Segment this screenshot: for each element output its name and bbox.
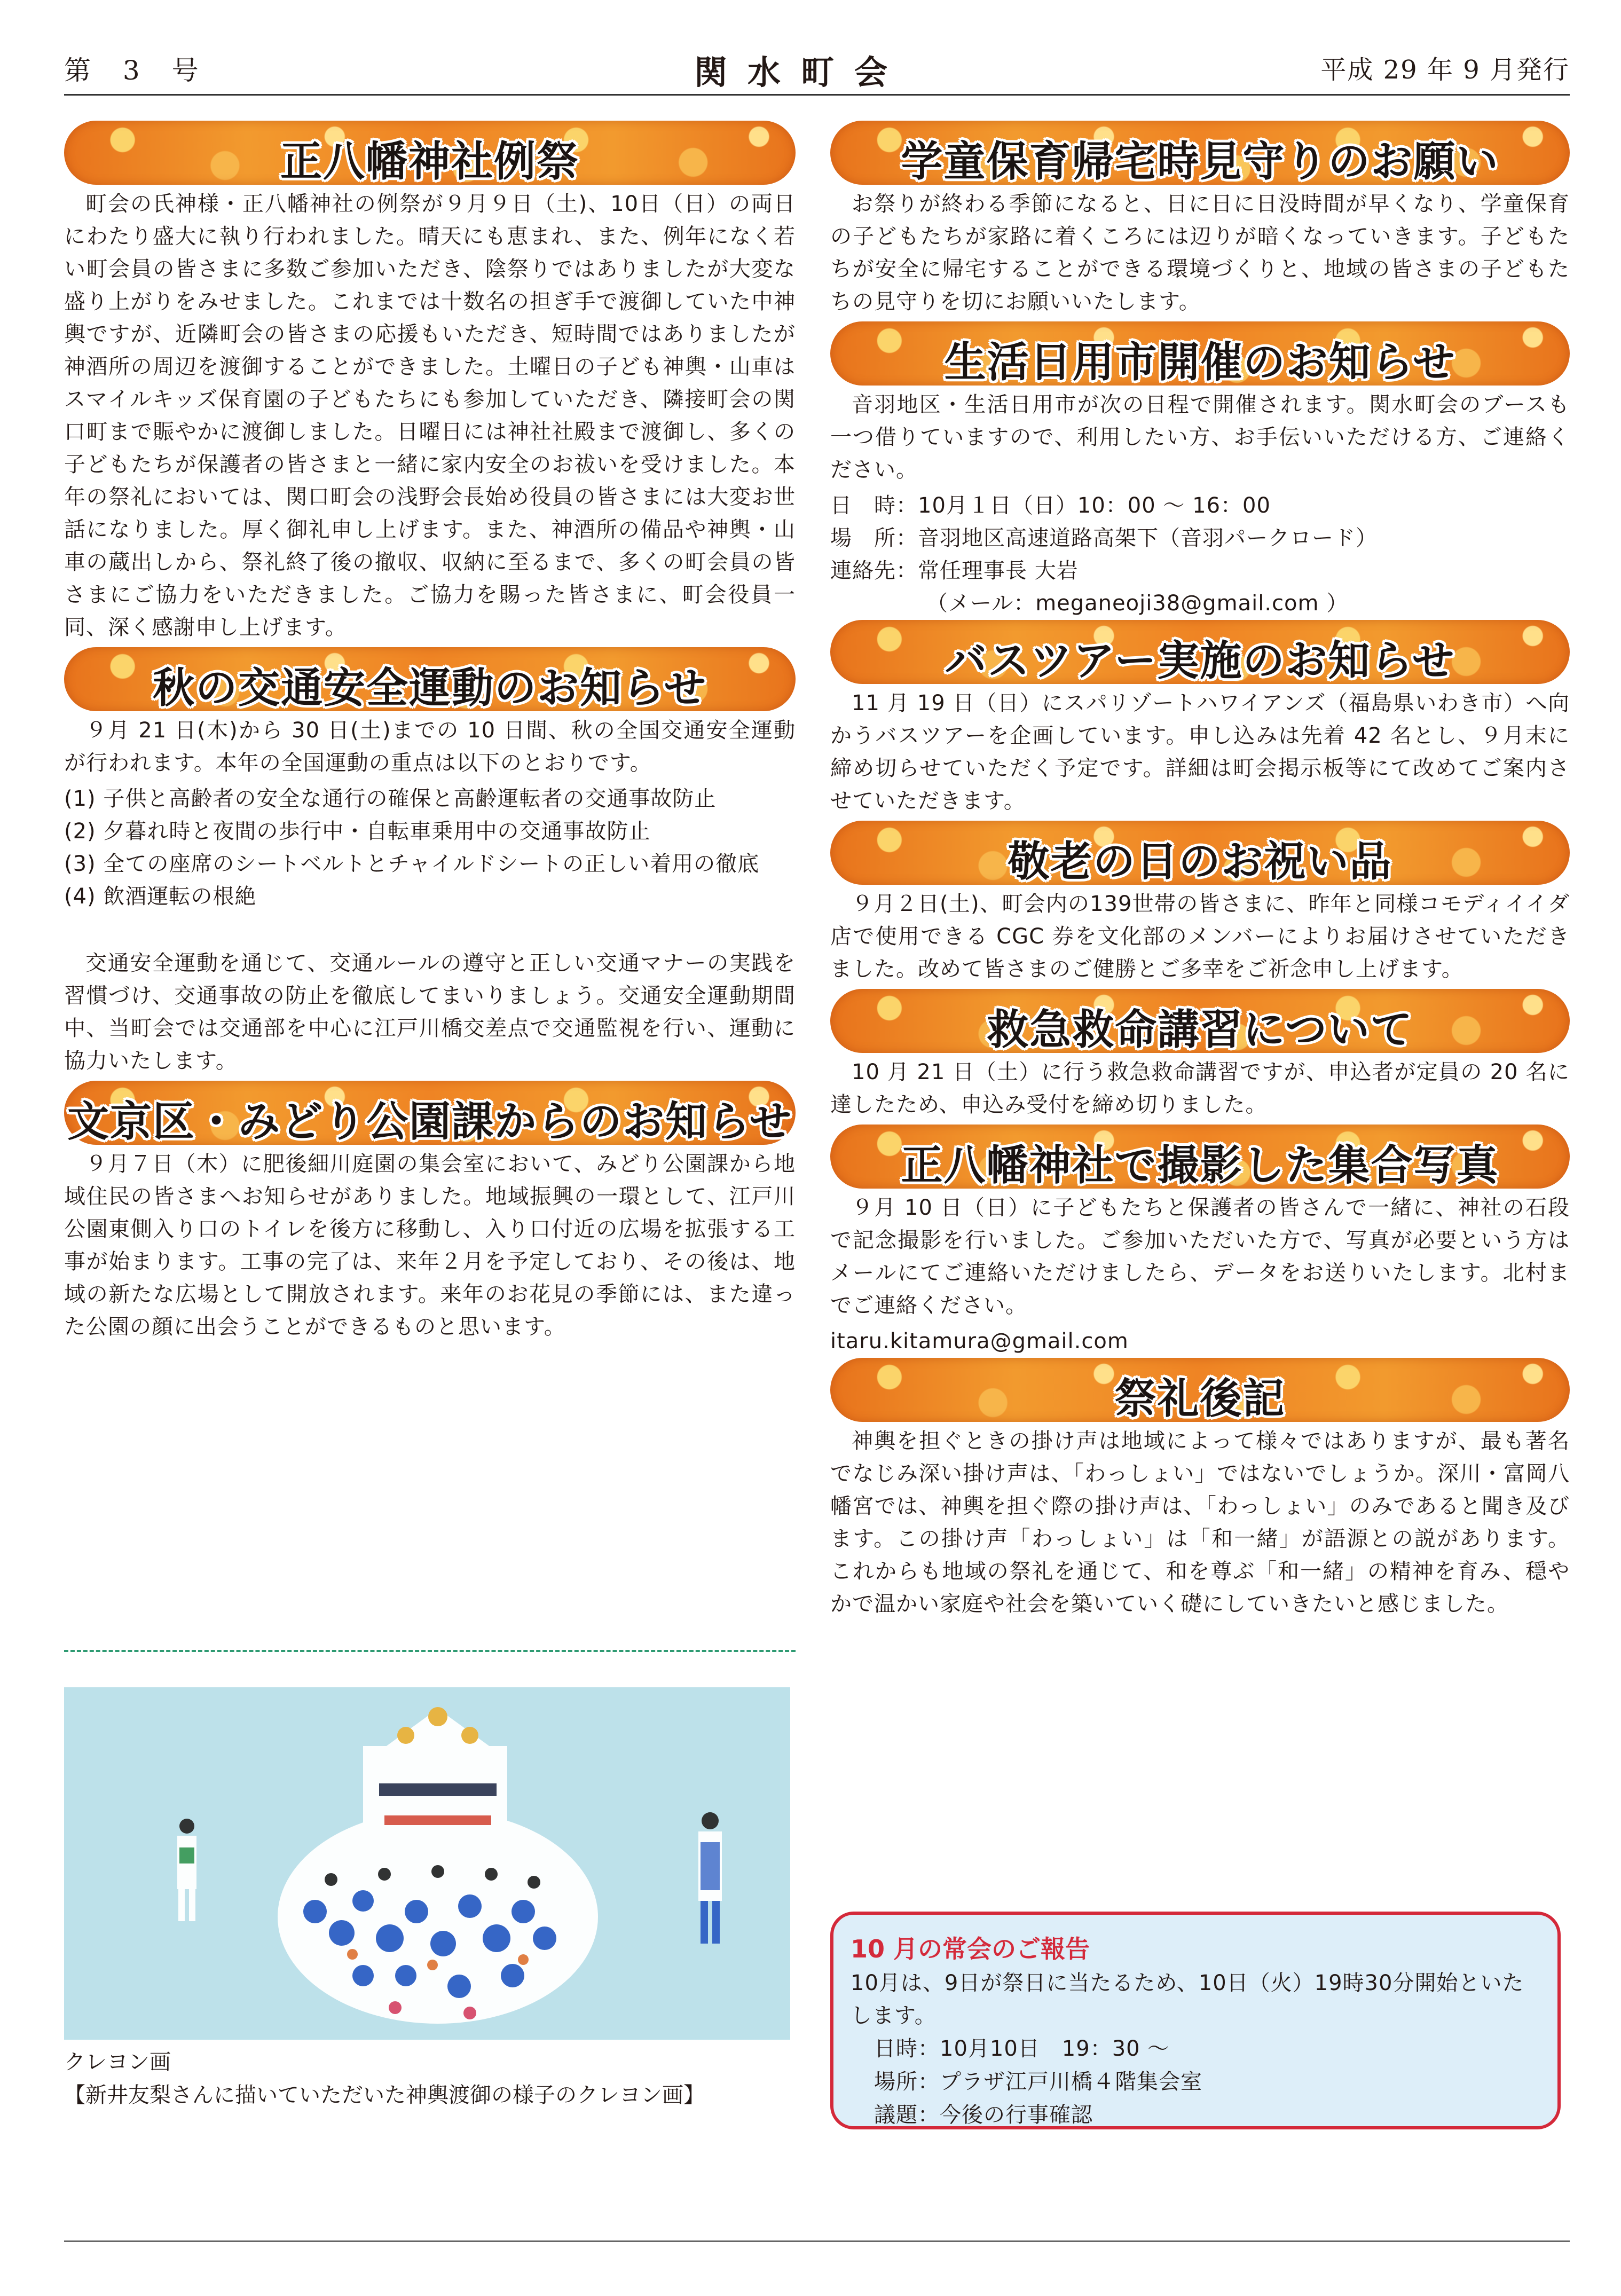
mikoshi-crayon-drawing [64,1687,790,2040]
section-title: 救急救命講習について [987,1006,1413,1054]
market-date: 日 時：10月１日（日）10：00 〜 16：00 [830,493,1271,518]
issue-date: 平成 29 年 9 月発行 [1320,55,1570,85]
section-title: 正八幡神社例祭 [280,138,579,186]
watch-body: お祭りが終わる季節になると、日に日に日没時間が早くなり、学童保育の子どもたちが家路に着くころには辺りが暗くなっていきます。子どもたちが安全に帰宅することができる環境づくりと、地域の皆さまの子どもたちの見守りを切にお願いいたします。 [830,192,1570,314]
traffic-item: (2) 夕暮れ時と夜間の歩行中・自転車乗用中の交通事故防止 [64,819,651,844]
section-banner-park [64,1081,796,1145]
elders-body: ９月２日(土)、町会内の139世帯の皆さまに、昨年と同様コモディイイダ店で使用できる CGC 券を文化部のメンバーによりお届けさせていただきました。改めて皆さまのご健勝とご多幸をご祈念申し上げます。 [830,892,1570,981]
market-place: 場 所：音羽地区高速道路高架下（音羽パークロード） [830,526,1378,551]
traffic-item: (3) 全ての座席のシートベルトとチャイルドシートの正しい着用の徹底 [64,852,760,876]
section-banner-festival [64,121,796,185]
section-banner-bustour [830,620,1570,684]
market-body: 音羽地区・生活日用市が次の日程で開催されます。関水町会のブースも一つ借りていますので、利用したい方、お手伝いいただける方、ご連絡ください。 [830,392,1570,482]
section-banner-market [830,321,1570,386]
festival-body: 町会の氏神様・正八幡神社の例祭が９月９日（土)、10日（日）の両日にわたり盛大に執り行われました。晴天にも恵まれ、また、例年になく若い町会員の皆さまに多数ご参加いただき、陰祭りではありましたが大変な盛り上がりをみせました。これまでは十数名の担ぎ手で渡御していた中神輿ですが、近隣町会の皆さまの応援もいただき、短時間ではありましたが神酒所の周辺を渡御することができました。土曜日の子ども神輿・山車はスマイルキッズ保育園の子どもたちにも参加していただき、隣接町会の関口町まで賑やかに渡御しました。日曜日には神社社殿まで渡御し、多くの子どもたちが保護者の皆さまと一緒に家内安全のお祓いを受けました。本年の祭礼においては、関口町会の浅野会長始め役員の皆さまには大変お世話になりました。厚く御礼申し上げます。また、神酒所の備品や神輿・山車の蔵出しから、祭礼終了後の撤収、収納に至るまで、多くの町会員の皆さまにご協力をいただきました。ご協力を賜った皆さまに、町会役員一同、深く感謝申し上げます。 [64,192,796,640]
afterword-body: 神輿を担ぐときの掛け声は地域によって様々ではありますが、最も著名でなじみ深い掛け声は、「わっしょい」ではないでしょうか。深川・富岡八幡宮では、神輿を担ぐ際の掛け声は、「わっしょい」のみであると聞き及びます。この掛け声「わっしょい」は「和一緒」が語源との説があります。これからも地域の祭礼を通じて、和を尊ぶ「和一緒」の精神を育み、穏やかで温かい家庭や社会を築いていく礎にしていきたいと感じました。 [830,1429,1570,1616]
section-title: 敬老の日のお祝い品 [1008,838,1392,886]
photo-contact-email: itaru.kitamura@gmail.com [830,1329,1129,1354]
report-title: 10 月の常会のご報告 [851,1935,1090,1963]
traffic-closing: 交通安全運動を通じて、交通ルールの遵守と正しい交通マナーの実践を習慣づけ、交通事故の防止を徹底してまいりましょう。交通安全運動期間中、当町会では交通部を中心に江戸川橋交差点で交通監視を行い、運動に協力いたします。 [64,951,796,1073]
section-title: 文京区・みどり公園課からのお知らせ [67,1098,792,1146]
page-header [64,49,1570,93]
report-date: 日時：10月10日 19：30 〜 [874,2036,1170,2061]
crayon-drawing-image [64,1687,790,2040]
section-banner-firstaid [830,989,1570,1053]
traffic-intro: ９月 21 日(木)から 30 日(土)までの 10 日間、秋の全国交通安全運動が行われます。本年の全国運動の重点は以下のとおりです。 [64,718,796,775]
bustour-body: 11 月 19 日（日）にスパリゾートハワイアンズ（福島県いわき市）へ向かうバスツアーを企画しています。申し込みは先着 42 名とし、９月末に締め切らせていただく予定です。詳細は町会掲示板等にて改めてご案内させていただきます。 [830,691,1570,813]
section-banner-elders [830,821,1570,885]
section-title: 正八幡神社で撮影した集合写真 [901,1142,1499,1190]
section-banner-photo [830,1125,1570,1189]
section-banner-traffic [64,647,796,711]
issue-number: 第 3 号 [64,55,210,86]
footer-rule [64,2240,1570,2242]
section-banner-afterword [830,1358,1570,1422]
newsletter-title: 関水町会 [694,53,908,92]
section-banner-watch [830,121,1570,185]
image-caption: クレヨン画 [64,2050,171,2074]
report-place: 場所：プラザ江戸川橋４階集会室 [874,2070,1202,2094]
header-rule [64,94,1570,96]
photo-body: ９月 10 日（日）に子どもたちと保護者の皆さんで一緒に、神社の石段で記念撮影を行いました。ご参加いただいた方で、写真が必要という方はメールにてご連絡いただけましたら、データをお送りいたします。北村までご連絡ください。 [830,1196,1570,1318]
green-dashed-divider [64,1650,796,1652]
park-body: ９月７日（木）に肥後細川庭園の集会室において、みどり公園課から地域住民の皆さまへお知らせがありました。地域振興の一環として、江戸川公園東側入り口のトイレを後方に移動し、入り口付近の広場を拡張する工事が始まります。工事の完了は、来年２月を予定しており、その後は、地域の新たな広場として開放されます。来年のお花見の季節には、また違った公園の顔に出会うことができるものと思います。 [64,1152,796,1339]
left-column [64,121,796,1347]
traffic-item: (1) 子供と高齢者の安全な通行の確保と高齢運転者の交通事故防止 [64,787,717,811]
section-title: バスツアー実施のお知らせ [945,637,1455,685]
market-email: （メール：meganeoji38@gmail.com ） [926,591,1349,616]
section-title: 学童保育帰宅時見守りのお願い [901,138,1499,186]
right-column [830,121,1570,1624]
report-text: 10月は、9日が祭日に当たるため、10日（火）19時30分開始といたします。 [851,1971,1524,2028]
traffic-item: (4) 飲酒運転の根絶 [64,884,257,909]
section-title: 祭礼後記 [1114,1375,1286,1423]
meeting-report-box [830,1912,1561,2129]
section-title: 秋の交通安全運動のお知らせ [153,664,707,712]
report-agenda: 議題：今後の行事確認 [874,2103,1093,2127]
section-title: 生活日用市開催のお知らせ [944,339,1456,387]
firstaid-body: 10 月 21 日（土）に行う救急救命講習ですが、申込者が定員の 20 名に達したため、申込み受付を締め切りました。 [830,1060,1570,1117]
image-description: 【新井友梨さんに描いていただいた神輿渡御の様子のクレヨン画】 [64,2083,705,2108]
market-contact: 連絡先：常任理事長 大岩 [830,559,1079,583]
